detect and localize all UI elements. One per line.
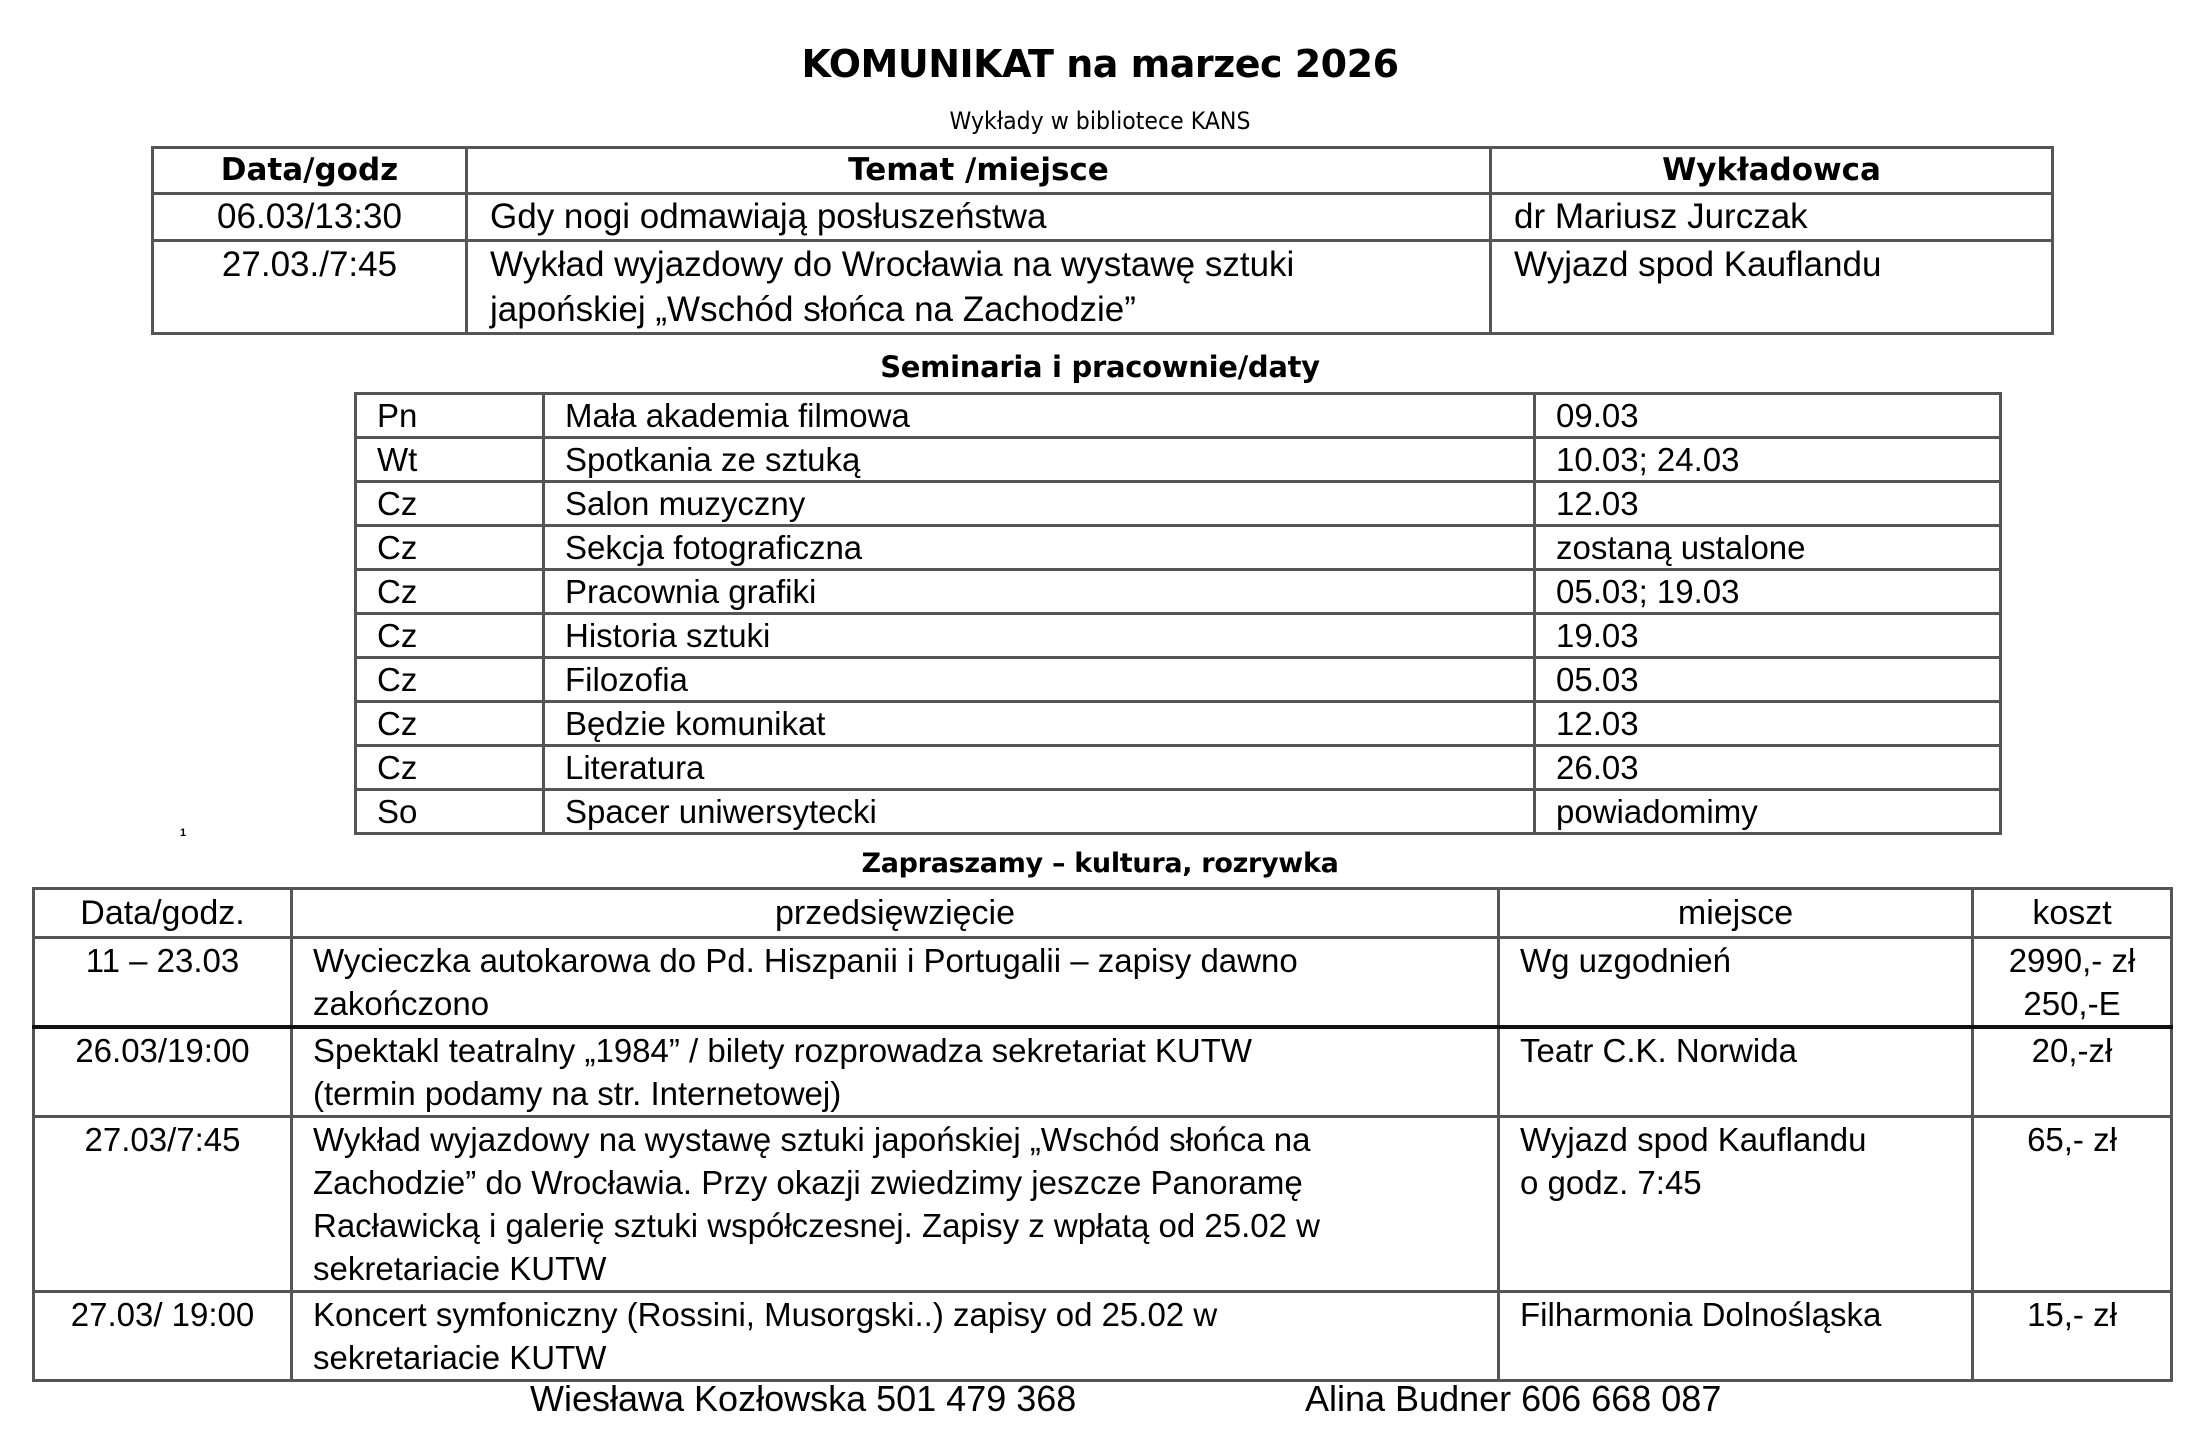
table-row: [356, 702, 2001, 746]
seminar-name: Mała akademia filmowa: [544, 394, 1535, 438]
seminar-day: Cz: [356, 658, 544, 702]
column-header: miejsce: [1499, 889, 1973, 938]
event-line: (termin podamy na str. Internetowej): [313, 1075, 842, 1112]
event-line: Koncert symfoniczny (Rossini, Musorgski..) zapisy od 25.02 w: [313, 1296, 1218, 1333]
seminar-day: Cz: [356, 702, 544, 746]
event-place: [1499, 1027, 1973, 1117]
event-cost: [1973, 938, 2172, 1028]
seminar-name: Historia sztuki: [544, 614, 1535, 658]
table-row: [153, 241, 2053, 334]
column-header: przedsięwzięcie: [292, 889, 1499, 938]
cost-line: 2990,- zł: [2008, 942, 2136, 979]
lecture-topic-line: japońskiej „Wschód słońca na Zachodzie”: [490, 290, 1136, 329]
seminar-day: So: [356, 790, 544, 834]
seminar-name: Literatura: [544, 746, 1535, 790]
seminar-dates: 19.03: [1535, 614, 2001, 658]
seminar-day: Cz: [356, 526, 544, 570]
event-place: [1499, 1292, 1973, 1381]
seminar-dates: 12.03: [1535, 482, 2001, 526]
event-line: Spektakl teatralny „1984” / bilety rozprowadza sekretariat KUTW: [313, 1032, 1253, 1069]
cost-line: 65,- zł: [2027, 1121, 2117, 1158]
lecture-topic-line: Wykład wyjazdowy do Wrocławia na wystawę sztuki: [490, 245, 1295, 284]
seminar-dates: 12.03: [1535, 702, 2001, 746]
column-header: Data/godz: [153, 148, 467, 194]
column-header: Data/godz.: [34, 889, 292, 938]
seminar-day: Cz: [356, 746, 544, 790]
table-row: [34, 938, 2172, 1028]
seminar-dates: 05.03: [1535, 658, 2001, 702]
event-line: Wycieczka autokarowa do Pd. Hiszpanii i Portugalii – zapisy dawno: [313, 942, 1298, 979]
place-line: o godz. 7:45: [1520, 1164, 1702, 1201]
seminar-dates: powiadomimy: [1535, 790, 2001, 834]
event-cost: [1973, 1117, 2172, 1292]
seminar-name: Sekcja fotograficzna: [544, 526, 1535, 570]
seminar-name: Spacer uniwersytecki: [544, 790, 1535, 834]
event-line: sekretariacie KUTW: [313, 1250, 607, 1287]
place-line: Wyjazd spod Kauflandu: [1520, 1121, 1867, 1158]
cost-line: 15,- zł: [2027, 1296, 2117, 1333]
place-line: Filharmonia Dolnośląska: [1520, 1296, 1882, 1333]
table-header-row: [153, 148, 2053, 194]
lecture-topic-line: Gdy nogi odmawiają posłuszeństwa: [490, 197, 1047, 236]
event-line: Racławicką i galerię sztuki współczesnej. Zapisy z wpłatą od 25.02 w: [313, 1207, 1320, 1244]
event-date: 27.03/7:45: [34, 1117, 292, 1292]
event-date: 26.03/19:00: [34, 1027, 292, 1117]
event-description: [292, 1292, 1499, 1381]
lecture-topic: [467, 241, 1491, 334]
seminar-day: Cz: [356, 570, 544, 614]
event-date: 11 – 23.03: [34, 938, 292, 1028]
event-line: zakończono: [313, 985, 490, 1022]
table-row: [356, 790, 2001, 834]
contact-kozlowska: Wiesława Kozłowska 501 479 368: [530, 1378, 1077, 1419]
column-header: Wykładowca: [1491, 148, 2053, 194]
seminar-name: Będzie komunikat: [544, 702, 1535, 746]
seminar-dates: 05.03; 19.03: [1535, 570, 2001, 614]
column-header: koszt: [1973, 889, 2172, 938]
table-row: [356, 570, 2001, 614]
event-date: 27.03/ 19:00: [34, 1292, 292, 1381]
footnote-mark: 1: [180, 827, 187, 839]
seminar-day: Cz: [356, 614, 544, 658]
table-row: [34, 1027, 2172, 1117]
lecture-lecturer: dr Mariusz Jurczak: [1491, 194, 2053, 241]
seminars-table: [354, 392, 2002, 835]
events-title: Zapraszamy – kultura, rozrywka: [861, 848, 1339, 879]
seminar-dates: 10.03; 24.03: [1535, 438, 2001, 482]
table-header-row: [34, 889, 2172, 938]
event-line: Zachodzie” do Wrocławia. Przy okazji zwiedzimy jeszcze Panoramę: [313, 1164, 1303, 1201]
place-line: Wg uzgodnień: [1520, 942, 1731, 979]
page-title: KOMUNIKAT na marzec 2026: [801, 42, 1399, 86]
table-row: [356, 482, 2001, 526]
event-line: Wykład wyjazdowy na wystawę sztuki japońskiej „Wschód słońca na: [313, 1121, 1311, 1158]
seminar-name: Salon muzyczny: [544, 482, 1535, 526]
seminar-name: Filozofia: [544, 658, 1535, 702]
event-description: [292, 938, 1499, 1028]
event-line: sekretariacie KUTW: [313, 1339, 607, 1376]
seminar-name: Pracownia grafiki: [544, 570, 1535, 614]
seminar-dates: 09.03: [1535, 394, 2001, 438]
lecture-date: 27.03./7:45: [153, 241, 467, 334]
lecture-lecturer: Wyjazd spod Kauflandu: [1491, 241, 2053, 334]
lectures-table: [151, 146, 2054, 335]
table-row: [153, 194, 2053, 241]
column-header: Temat /miejsce: [467, 148, 1491, 194]
table-row: [34, 1117, 2172, 1292]
seminar-name: Spotkania ze sztuką: [544, 438, 1535, 482]
lecture-date: 06.03/13:30: [153, 194, 467, 241]
cost-line: 250,-E: [2023, 985, 2121, 1022]
table-row: [356, 526, 2001, 570]
event-place: [1499, 938, 1973, 1028]
table-row: [34, 1292, 2172, 1381]
event-cost: [1973, 1292, 2172, 1381]
table-row: [356, 394, 2001, 438]
seminar-day: Cz: [356, 482, 544, 526]
event-place: [1499, 1117, 1973, 1292]
contact-budner: Alina Budner 606 668 087: [1305, 1378, 1722, 1419]
table-row: [356, 614, 2001, 658]
seminar-dates: zostaną ustalone: [1535, 526, 2001, 570]
events-table: [32, 887, 2173, 1382]
event-cost: [1973, 1027, 2172, 1117]
seminar-dates: 26.03: [1535, 746, 2001, 790]
event-description: [292, 1117, 1499, 1292]
page-subtitle: Wykłady w bibliotece KANS: [949, 107, 1251, 135]
table-row: [356, 438, 2001, 482]
table-row: [356, 658, 2001, 702]
seminars-title: Seminaria i pracownie/daty: [880, 350, 1320, 384]
seminar-day: Wt: [356, 438, 544, 482]
lecture-topic: [467, 194, 1491, 241]
seminar-day: Pn: [356, 394, 544, 438]
cost-line: 20,-zł: [2031, 1032, 2113, 1069]
event-description: [292, 1027, 1499, 1117]
place-line: Teatr C.K. Norwida: [1520, 1032, 1797, 1069]
table-row: [356, 746, 2001, 790]
